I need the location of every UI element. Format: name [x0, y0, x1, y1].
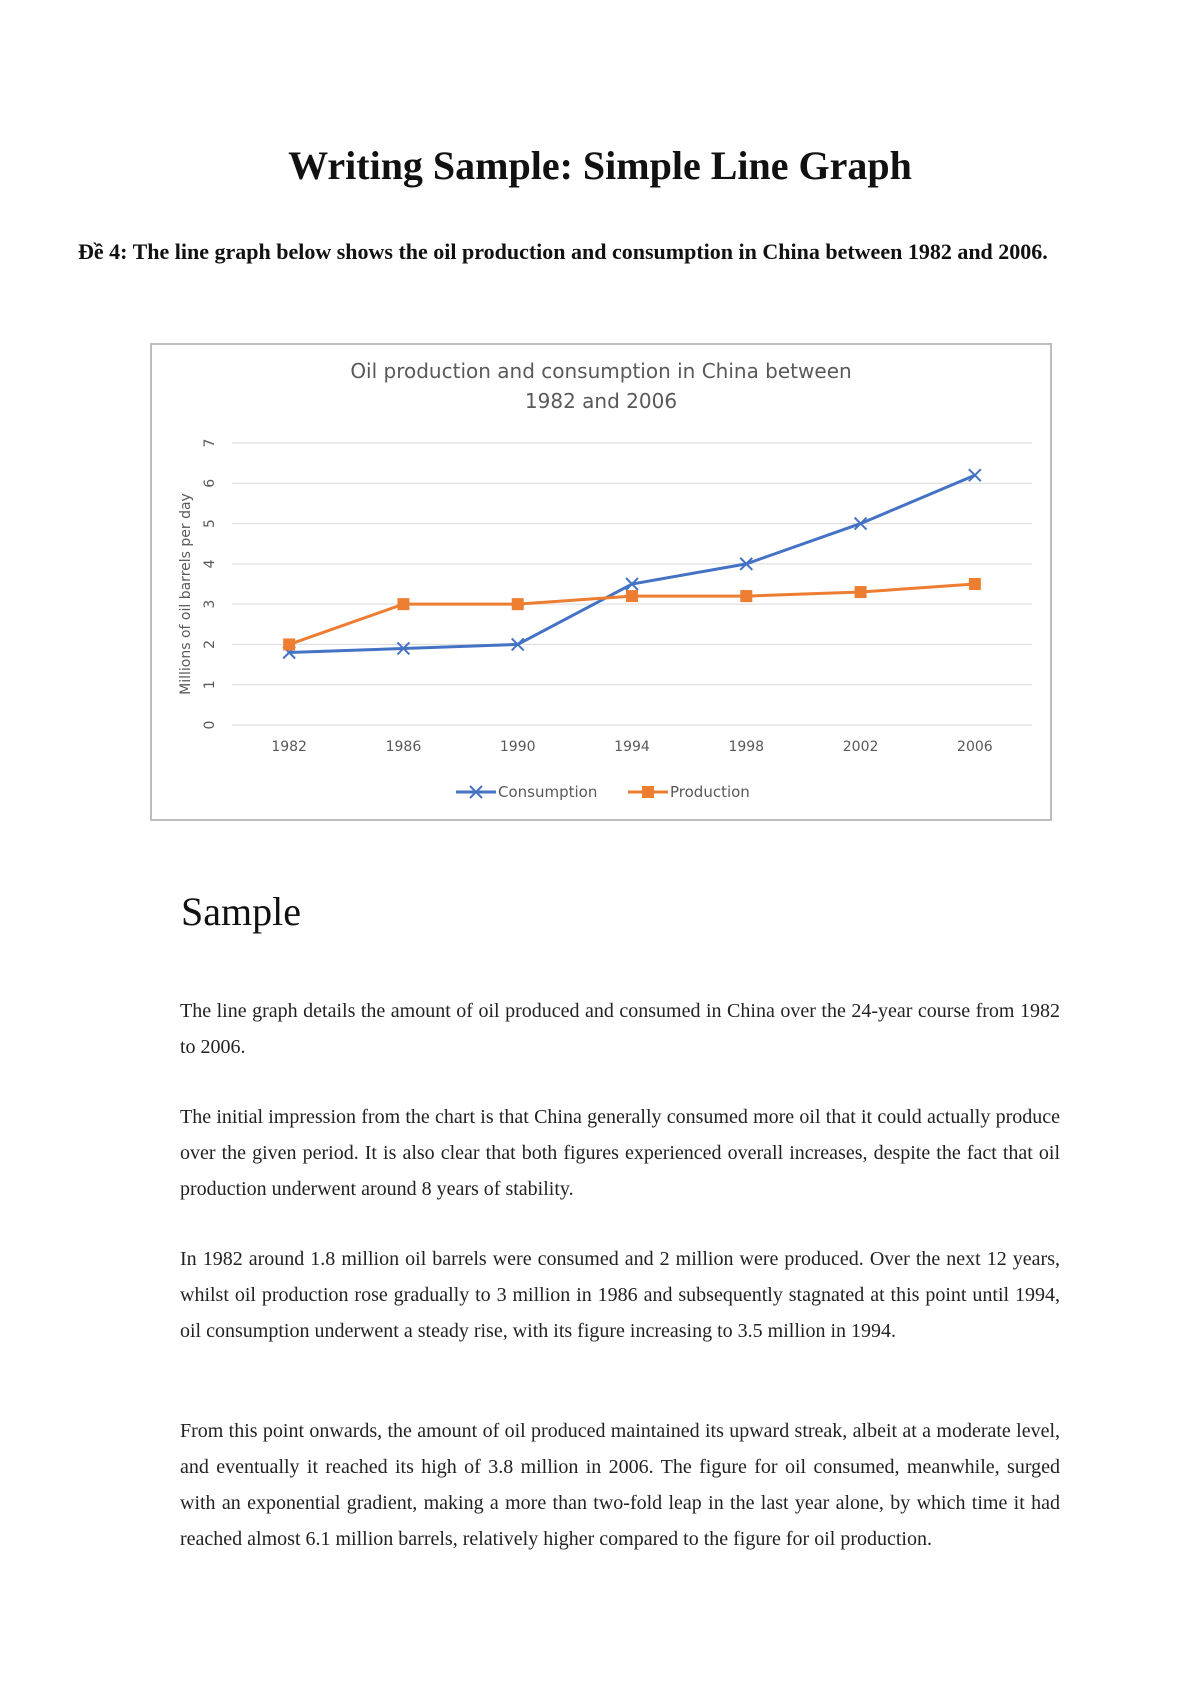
- x-tick-label: 1982: [271, 739, 307, 755]
- x-tick-label: 1990: [499, 739, 536, 755]
- chart-title-line: Oil production and consumption in China between: [350, 359, 852, 383]
- chart-canvas: [152, 345, 1050, 819]
- y-tick-label: 7: [202, 438, 218, 448]
- y-axis-label: [178, 493, 194, 695]
- sample-paragraph-2: The initial impression from the chart is that China generally consumed more oil that it could actually produce over the given period. It is also clear that both figures experienced overall increases, despite the fact that oil production underwent around 8 years of stability.: [180, 1106, 1060, 1200]
- data-point-production: [855, 586, 867, 598]
- y-tick-label: 2: [202, 639, 218, 649]
- x-tick-label: 1986: [385, 739, 422, 755]
- sample-paragraph-4: From this point onwards, the amount of oil produced maintained its upward streak, albeit at a moderate level, and eventually it reached its high of 3.8 million in 2006. The figure for oil consumed, meanwhile, surged with an exponential gradient, making a more than two-fold leap in the last year alone, by which time it had reached almost 6.1 million barrels, relatively higher compared to the figure for oil production.: [180, 1420, 1060, 1550]
- document-title: Writing Sample: Simple Line Graph: [288, 143, 912, 188]
- sample-paragraph-3: In 1982 around 1.8 million oil barrels were consumed and 2 million were produced. Over the next 12 years, whilst oil production rose gradually to 3 million in 1986 and subsequently stagnated at this point until 1994, oil consumption underwent a steady rise, with its figure increasing to 3.5 million in 1994.: [180, 1248, 1060, 1342]
- data-point-production: [512, 598, 524, 610]
- chart-legend: [456, 783, 750, 801]
- data-point-production: [283, 638, 295, 650]
- line-chart: [150, 343, 1052, 821]
- y-tick-label: 1: [202, 680, 218, 690]
- x-tick-label: 1998: [728, 739, 765, 755]
- chart-title-line: 1982 and 2006: [524, 389, 678, 413]
- data-point-production: [626, 590, 638, 602]
- x-tick-label: 2002: [842, 739, 879, 755]
- sample-paragraph-1: The line graph details the amount of oil produced and consumed in China over the 24-year course from 1982 to 2006.: [180, 1000, 1060, 1058]
- task-prompt: Đề 4: The line graph below shows the oil production and consumption in China between 1982 and 2006.: [78, 239, 1048, 264]
- x-tick-label: 2006: [957, 739, 993, 755]
- legend-marker: [642, 786, 654, 798]
- y-axis-title: Millions of oil barrels per day: [178, 493, 194, 695]
- y-tick-label: 6: [202, 478, 218, 488]
- chart-title: [350, 359, 851, 413]
- y-tick-label: 0: [202, 720, 218, 730]
- y-tick-label: 3: [202, 599, 218, 609]
- data-point-consumption: [969, 469, 981, 481]
- y-tick-labels: [202, 439, 218, 730]
- legend-label-consumption: Consumption: [498, 783, 598, 801]
- data-point-production: [969, 578, 981, 590]
- legend-label-production: Production: [670, 783, 750, 801]
- data-point-production: [740, 590, 752, 602]
- y-tick-label: 4: [202, 559, 218, 569]
- x-tick-labels: [271, 739, 992, 755]
- data-point-production: [397, 598, 409, 610]
- x-tick-label: 1994: [614, 739, 650, 755]
- sample-heading: Sample: [181, 889, 301, 934]
- y-tick-label: 5: [202, 519, 218, 529]
